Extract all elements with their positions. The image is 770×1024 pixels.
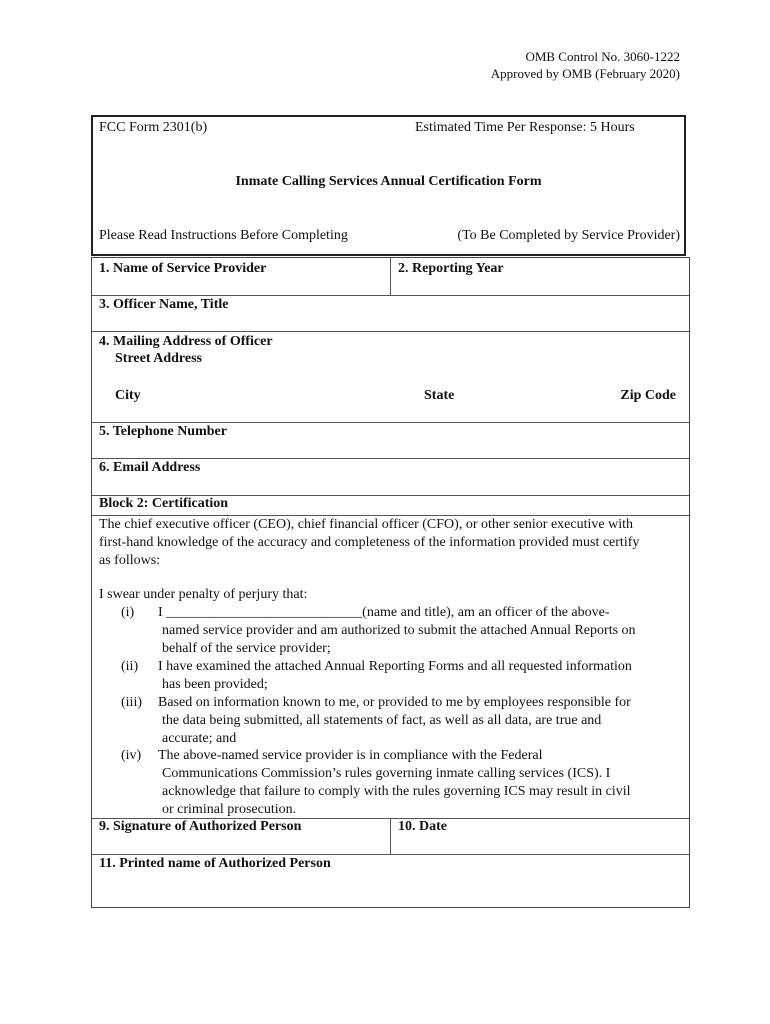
printed-name-field[interactable]: 11. Printed name of Authorized Person [99, 856, 331, 871]
officer-name-field[interactable]: 3. Officer Name, Title [99, 297, 229, 312]
item-line: I have examined the attached Annual Reporting Forms and all requested information [158, 659, 632, 674]
divider [92, 854, 689, 855]
item-line: Based on information known to me, or provided to me by employees responsible for [158, 695, 631, 710]
item-line: or criminal prosecution. [162, 802, 297, 817]
form-title: Inmate Calling Services Annual Certification Form [235, 174, 542, 189]
item-text [158, 658, 682, 694]
mailing-address-label: 4. Mailing Address of Officer [99, 334, 273, 349]
completed-by-note: (To Be Completed by Service Provider) [457, 228, 680, 243]
item-number: (i) [121, 605, 135, 620]
form-header-box [91, 115, 686, 256]
state-field[interactable]: State [424, 388, 455, 403]
item-number: (iii) [121, 695, 142, 710]
city-field[interactable]: City [115, 388, 141, 403]
divider [92, 458, 689, 459]
item-line: accurate; and [162, 731, 237, 746]
date-field[interactable]: 10. Date [398, 819, 447, 834]
street-address-field[interactable]: Street Address [115, 351, 202, 366]
item-number: (iv) [121, 748, 142, 763]
item-line: behalf of the service provider; [162, 641, 331, 656]
divider [390, 818, 391, 854]
reporting-year-field[interactable]: 2. Reporting Year [398, 261, 504, 276]
item-line: the data being submitted, all statements of fact, as well as all data, are true and [162, 713, 602, 728]
estimated-time: Estimated Time Per Response: 5 Hours [415, 120, 635, 135]
certification-intro [99, 516, 689, 570]
item-line: has been provided; [162, 677, 268, 692]
form-table [91, 257, 690, 908]
name-of-provider-field[interactable]: 1. Name of Service Provider [99, 261, 267, 276]
item-line: acknowledge that failure to comply with the rules governing ICS may result in civil [162, 784, 631, 799]
divider [92, 331, 689, 332]
intro-line: The chief executive officer (CEO), chief financial officer (CFO), or other senior executive with [99, 517, 633, 532]
instructions-note: Please Read Instructions Before Completing [99, 228, 348, 243]
item-text [158, 604, 682, 658]
item-number: (ii) [121, 659, 139, 674]
item-line: I ____________________________(name and title), am an officer of the above- [158, 605, 610, 620]
item-text [158, 747, 682, 819]
swear-statement: I swear under penalty of perjury that: [99, 587, 308, 602]
item-line: The above-named service provider is in compliance with the Federal [158, 748, 543, 763]
omb-approval: Approved by OMB (February 2020) [490, 66, 680, 81]
divider [92, 295, 689, 296]
item-text [158, 694, 682, 748]
certification-heading: Block 2: Certification [99, 496, 229, 511]
intro-line: as follows: [99, 553, 161, 568]
divider [92, 422, 689, 423]
telephone-field[interactable]: 5. Telephone Number [99, 424, 227, 439]
intro-line: first-hand knowledge of the accuracy and completeness of the information provided must certify [99, 535, 640, 550]
zip-code-field[interactable]: Zip Code [620, 388, 676, 403]
form-number: FCC Form 2301(b) [99, 120, 208, 135]
divider [390, 258, 391, 295]
item-line: named service provider and am authorized to submit the attached Annual Reports on [162, 623, 636, 638]
email-field[interactable]: 6. Email Address [99, 460, 201, 475]
item-line: Communications Commission’s rules governing inmate calling services (ICS). I [162, 766, 611, 781]
signature-field[interactable]: 9. Signature of Authorized Person [99, 819, 302, 834]
omb-info [491, 48, 680, 82]
omb-control-number: OMB Control No. 3060-1222 [525, 49, 680, 64]
